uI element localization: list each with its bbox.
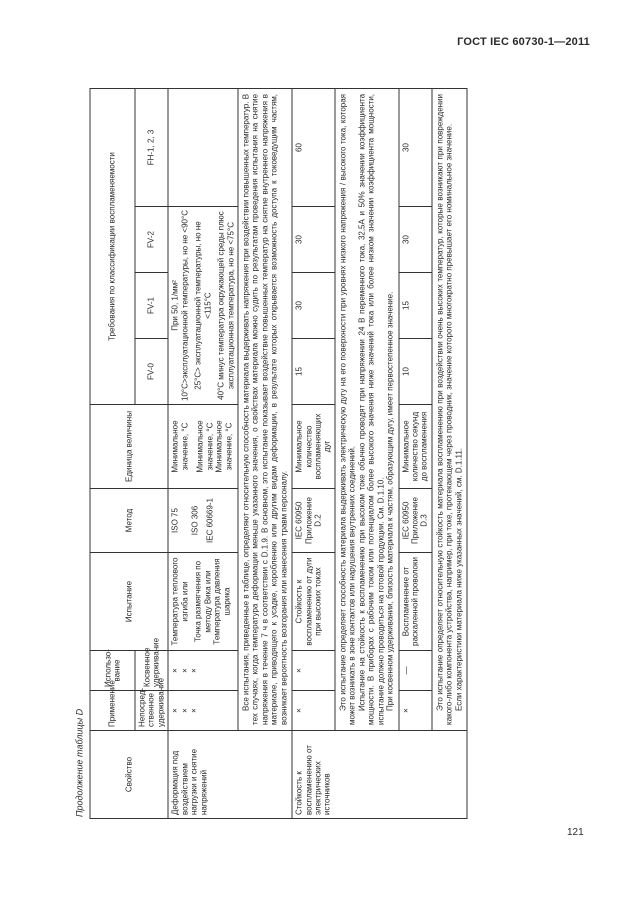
note-text: Это испытание определяет способность материала выдерживать электрическую дугу на его поверхности при уровнях низкого напряжения / высокого тока, которая может возникать в зоне контактов или нарушения внутренних соединений. [338,93,357,725]
fh-cell [168,88,238,206]
unit-item: Минимальное значение, °С [170,419,190,473]
col-use: Использо-вание [90,650,135,690]
fv2-cell: 30 [399,206,432,272]
note-row [335,88,399,818]
method-item: ISO 75 [170,507,180,533]
note-text: Испытание на стойкость к воспламенению при высоком токе обычно проводят при напряжении 24 В переменного тока, 32,5А и 50% значении коэффициента мощности. В приборах с рабочим током или потенциалом более высокого значения ниже значений тока или более низком значении коэффициента мощности, испытание должно проводиться на готовой продукции. См. D.1.10. [357,93,386,725]
test-item: Точка размягчения по методу Вика или [193,560,213,642]
col-fv2: FV-2 [135,206,168,272]
col-fv0: FV-0 [135,338,168,404]
test-cell: Воспламенение от раскаленной проволоки [399,552,432,650]
table-row [168,88,238,818]
fv0-cell: 10 [399,338,432,404]
note-text: При косвенном удерживании, близость материала к частям, образующим дугу, имеет первостепенное значение. [385,291,395,711]
col-test: Испытание [90,552,168,650]
method-item: IEC 60669-1 [205,497,215,543]
continuation-label: Продолжение таблицы D [74,708,85,817]
note-text: Если характеристики материала ниже указанных значений, см. D.1.11. [454,447,464,711]
property-cell: Стойкость к воспламенению от электрических источников [292,730,467,818]
fv1-cell: 15 [399,272,432,338]
test-item: Температура теплового изгиба или [170,556,190,646]
unit-cell: Минимальное количество воспламеняющих дуг [292,404,335,488]
property-cell: Деформация под воздействием нагрузки и снятие напряжений [168,730,292,818]
test-cell: Стойкость к воспламенению от дуги при высоких токах [292,552,335,650]
note-row [238,88,292,818]
col-method: Метод [90,488,168,552]
test-item: Температура давления шарика [212,557,231,645]
col-app-direct: Непосред-ственное удерживание [135,690,168,730]
fv1-cell: 30 [292,272,335,338]
requirements-cell [168,206,238,404]
note-cell [335,88,399,730]
rotated-table-area [75,89,560,819]
use-cell: — [399,650,432,690]
col-property: Свойство [90,730,168,818]
requirement-item: 10°С>эксплуатационной температуры, но не <90°С [180,209,190,401]
page-number: 121 [567,827,584,838]
requirement-item: 40°С минус температура окружающей среды плюс эксплуатационная температура, но не <75°С [216,210,235,400]
unit-cell: Минимальное количество секунд до воспламенения [399,404,432,488]
table-row [292,88,335,818]
col-fv1: FV-1 [135,272,168,338]
unit-item: Минимальное значение, °С [214,419,233,473]
note-cell [238,88,292,730]
note-cell [432,88,467,730]
col-requirements: Требования по классификации воспламеняемости [90,88,135,404]
document-header: ГОСТ IEC 60730-1—2011 [457,36,590,48]
col-unit: Единица величины [90,404,168,488]
col-use-indirect: Косвенное удерживание [135,650,168,690]
application-cell: × [292,690,335,730]
col-fh: FH-1, 2, 3 [135,88,168,206]
col-application: Применение [90,690,135,730]
properties-table [90,87,468,818]
method-cell: IEC 60950 Приложение D.3 [399,488,432,552]
note-text: Все испытания, приведенные в таблице, определяют относительную способность материала выдерживать напряжения при воздействии повышенных температур. В тех случаях, когда температура деформации меньше указанного значения, о свойствах материала можно судить по результатам проведения испытания на снятие напряжения в течение 7 ч в соответствии с D.1.9. В основном, это испытание показывает воздействие повышенных температур на снятие внутреннего напряжения в материале, приводящего к усадке, короблению или другим видам деформации, в результате которых открывается возможность доступа к токоведущим частям, возникает вероятность возгорания или нанесения травм персоналу. [241,93,289,725]
note-text: Это испытание определяет относительную стойкость материала воспламенению при воздействии очень высоких температур, которые возникают при повреждении какого-либо компонента устройства, например, при токе, протекающем через проводник, значение которого многократно превышает его номинальное значение. [435,93,454,725]
fv2-cell: 30 [292,206,335,272]
test-cell [168,552,238,650]
table-row [399,88,432,818]
method-item: ISO 306 [190,505,200,535]
fh-cell: 30 [399,88,432,206]
use-cell: × [292,650,335,690]
table-header-row-1 [90,88,135,818]
requirement-item: 25°С> эксплуатационной температуры, но не <115°С [193,220,213,390]
requirement-item: При 50, 1/мм² [170,279,180,331]
application-cell: × [399,690,432,730]
method-cell [168,488,238,552]
unit-item: Минимальное значение, °С [195,419,215,473]
use-cell: × × × [168,650,238,690]
fh-cell: 60 [292,88,335,206]
application-cell: × × × [168,690,238,730]
note-row [432,88,467,818]
unit-cell [168,404,238,488]
method-cell: IEC 60950 Приложение D.2 [292,488,335,552]
fv0-cell: 15 [292,338,335,404]
